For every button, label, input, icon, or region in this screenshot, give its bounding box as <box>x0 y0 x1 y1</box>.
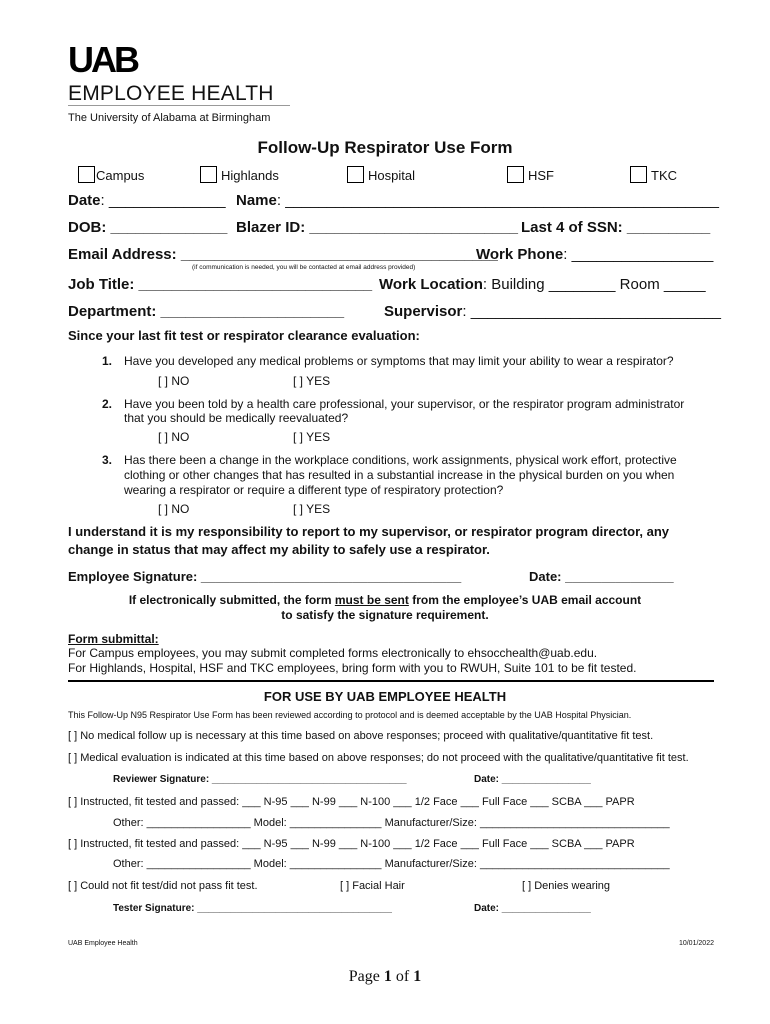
fit-test-row-2[interactable]: [ ] Instructed, fit tested and passed: ___ N-95 ___ N-99 ___ N-100 ___ 1/2 Face ___ Full Face ___ SCBA ___ PAPR <box>68 838 635 850</box>
hospital-label: Hospital <box>368 168 415 183</box>
blazer-id-field[interactable]: Blazer ID: _________________________ <box>236 219 518 236</box>
campus-checkbox[interactable] <box>78 166 95 183</box>
question-3-line-2: clothing or other changes that has resulted in a substantial increase in the physical burden on you when <box>124 468 675 482</box>
highlands-label: Highlands <box>221 168 279 183</box>
work-phone-field[interactable] <box>476 246 713 263</box>
tkc-checkbox[interactable] <box>630 166 647 183</box>
electronic-notice-part-a: If electronically submitted, the form <box>128 593 335 607</box>
question-2-line-1: Have you been told by a health care professional, your supervisor, or the respirator program administrator <box>124 397 685 411</box>
department-name: EMPLOYEE HEALTH <box>68 82 274 105</box>
denies-wearing-option[interactable]: [ ] Denies wearing <box>522 880 611 892</box>
submittal-heading: Form submittal: <box>68 632 159 646</box>
email-note: (if communication is needed, you will be contacted at email address provided) <box>192 264 416 271</box>
question-3-line-1: Has there been a change in the workplace conditions, work assignments, physical work effort, protective <box>124 453 677 467</box>
question-1-text: Have you developed any medical problems or symptoms that may limit your ability to wear a respirator? <box>124 354 674 368</box>
work-location-label: Work Location <box>379 276 483 293</box>
hsf-label: HSF <box>528 168 554 183</box>
dob-field[interactable]: DOB: ______________ <box>68 219 228 236</box>
question-3-no[interactable]: [ ] NO <box>158 502 190 516</box>
reviewer-signature-field[interactable]: Reviewer Signature: ___________________________________ <box>113 774 407 785</box>
no-followup-option[interactable]: [ ] No medical follow up is necessary at this time based on above responses; proceed with qualitative/quantitative fit test. <box>68 730 654 742</box>
uab-logo <box>68 44 152 74</box>
declaration-line-2: change in status that may affect my ability to safely use a respirator. <box>68 542 490 557</box>
electronic-notice-part-c: from the employee’s UAB email account <box>408 593 642 607</box>
form-title: Follow-Up Respirator Use Form <box>257 138 513 157</box>
facial-hair-option[interactable]: [ ] Facial Hair <box>340 880 405 892</box>
highlands-checkbox[interactable] <box>200 166 217 183</box>
official-heading: FOR USE BY UAB EMPLOYEE HEALTH <box>263 689 507 704</box>
page-prefix: Page <box>348 968 384 985</box>
date-label: Date <box>68 192 101 209</box>
could-not-fit-option[interactable]: [ ] Could not fit test/did not pass fit test. <box>68 880 258 892</box>
since-heading: Since your last fit test or respirator clearance evaluation: <box>68 328 420 343</box>
tkc-label: TKC <box>651 168 677 183</box>
question-3-yes[interactable]: [ ] YES <box>293 502 331 516</box>
campus-label: Campus <box>96 168 145 183</box>
fit-test-row-2-details[interactable]: Other: _________________ Model: _______________ Manufacturer/Size: _______________________________ <box>113 858 670 870</box>
question-2-yes[interactable]: [ ] YES <box>293 430 331 444</box>
submittal-line-campus: For Campus employees, you may submit completed forms electronically to ehsocchealth@uab.edu. <box>68 646 598 660</box>
work-phone-line: : _________________ <box>563 246 714 263</box>
signature-date-field[interactable]: Date: _______________ <box>529 569 674 584</box>
uab-logo-text: UAB <box>68 44 137 74</box>
question-3-number: 3. <box>102 453 113 467</box>
hsf-checkbox[interactable] <box>507 166 524 183</box>
footer-left: UAB Employee Health <box>68 940 138 947</box>
work-phone-label: Work Phone <box>476 246 564 263</box>
submittal-line-others: For Highlands, Hospital, HSF and TKC employees, bring form with you to RWUH, Suite 101 to be fit tested. <box>68 661 637 675</box>
section-divider <box>68 680 714 682</box>
date-line: : ______________ <box>100 192 226 209</box>
page-indicator <box>0 968 770 986</box>
ssn-field[interactable]: Last 4 of SSN: __________ <box>521 219 711 236</box>
question-2-no[interactable]: [ ] NO <box>158 430 190 444</box>
medical-evaluation-option[interactable]: [ ] Medical evaluation is indicated at this time based on above responses; do not proceed with the qualitative/quantitative fit test. <box>68 752 689 764</box>
employee-signature-field[interactable]: Employee Signature: ____________________________________ <box>68 569 462 584</box>
electronic-notice-line-1 <box>0 593 770 607</box>
electronic-notice-line-2: to satisfy the signature requirement. <box>281 608 489 622</box>
footer-date: 10/01/2022 <box>678 940 714 947</box>
tester-signature-field[interactable]: Tester Signature: ___________________________________ <box>113 903 392 914</box>
supervisor-label: Supervisor <box>384 303 463 320</box>
supervisor-line: : ______________________________ <box>462 303 721 320</box>
page-total: 1 <box>413 968 422 985</box>
page-of: of <box>391 968 414 985</box>
name-field[interactable] <box>236 192 719 209</box>
date-field[interactable] <box>68 192 226 209</box>
name-line: : ____________________________________________________ <box>276 192 719 209</box>
question-1-yes[interactable]: [ ] YES <box>293 374 331 388</box>
question-2-number: 2. <box>102 397 113 411</box>
job-title-field[interactable]: Job Title: ____________________________ <box>68 276 373 293</box>
electronic-notice-emphasis: must be sent <box>334 593 409 607</box>
fit-test-row-1[interactable]: [ ] Instructed, fit tested and passed: ___ N-95 ___ N-99 ___ N-100 ___ 1/2 Face ___ Full Face ___ SCBA ___ PAPR <box>68 796 635 808</box>
fit-test-row-1-details[interactable]: Other: _________________ Model: _______________ Manufacturer/Size: _______________________________ <box>113 817 670 829</box>
question-3-line-3: wearing a respirator or require a different type of respiratory protection? <box>124 483 504 497</box>
tester-date-field[interactable]: Date: ________________ <box>474 903 591 914</box>
logo-divider <box>68 105 290 106</box>
reviewer-date-field[interactable]: Date: ________________ <box>474 774 591 785</box>
page-number: 1 <box>383 968 392 985</box>
name-label: Name <box>236 192 277 209</box>
question-2-line-2: that you should be medically reevaluated? <box>124 411 349 425</box>
review-note: This Follow-Up N95 Respirator Use Form has been reviewed according to protocol and is deemed acceptable by the UAB Hospital Physician. <box>68 710 632 720</box>
work-location-field[interactable] <box>379 276 706 293</box>
university-name: The University of Alabama at Birmingham <box>68 112 271 124</box>
hospital-checkbox[interactable] <box>347 166 364 183</box>
supervisor-field[interactable] <box>384 303 721 320</box>
question-1-no[interactable]: [ ] NO <box>158 374 190 388</box>
department-field[interactable]: Department: ______________________ <box>68 303 345 320</box>
email-field[interactable]: Email Address: ______________________________________ <box>68 246 498 263</box>
work-location-rest: : Building ________ Room _____ <box>482 276 706 293</box>
question-1-number: 1. <box>102 354 113 368</box>
declaration-line-1: I understand it is my responsibility to report to my supervisor, or respirator program director, any <box>68 524 670 539</box>
